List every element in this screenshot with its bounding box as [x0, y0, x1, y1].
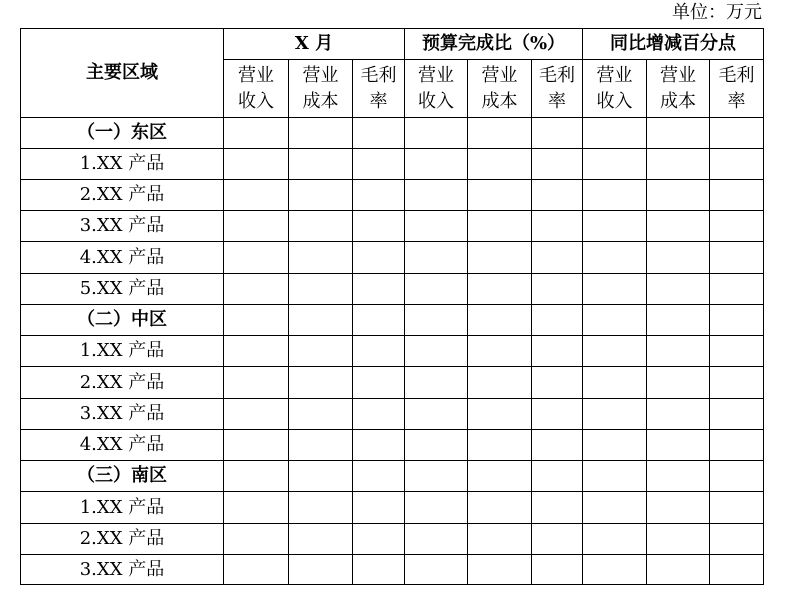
- data-cell[interactable]: [468, 149, 532, 180]
- data-cell[interactable]: [647, 461, 710, 492]
- data-cell[interactable]: [583, 430, 647, 461]
- data-cell[interactable]: [353, 149, 405, 180]
- data-cell[interactable]: [224, 492, 289, 524]
- data-cell[interactable]: [583, 274, 647, 305]
- data-cell[interactable]: [353, 399, 405, 430]
- data-cell[interactable]: [405, 211, 468, 242]
- data-cell[interactable]: [647, 118, 710, 149]
- data-cell[interactable]: [710, 118, 764, 149]
- data-cell[interactable]: [710, 211, 764, 242]
- data-cell[interactable]: [710, 555, 764, 585]
- data-cell[interactable]: [405, 149, 468, 180]
- data-cell[interactable]: [224, 367, 289, 399]
- metric-header-cost: [468, 60, 532, 118]
- data-cell[interactable]: [583, 524, 647, 555]
- metric-header-cost: [289, 60, 353, 118]
- product-row: [21, 524, 764, 555]
- data-cell[interactable]: [289, 336, 353, 367]
- data-cell[interactable]: [289, 461, 353, 492]
- data-cell[interactable]: [647, 555, 710, 585]
- data-cell[interactable]: [532, 524, 583, 555]
- data-cell[interactable]: [289, 274, 353, 305]
- data-cell[interactable]: [647, 399, 710, 430]
- data-cell[interactable]: [353, 118, 405, 149]
- product-label: 1.XX 产品: [21, 149, 224, 180]
- data-cell[interactable]: [532, 242, 583, 274]
- data-cell[interactable]: [353, 242, 405, 274]
- product-label: 1.XX 产品: [21, 492, 224, 524]
- product-label: 5.XX 产品: [21, 274, 224, 305]
- product-label: 3.XX 产品: [21, 211, 224, 242]
- data-cell[interactable]: [405, 180, 468, 211]
- data-cell[interactable]: [583, 242, 647, 274]
- data-cell[interactable]: [647, 336, 710, 367]
- data-cell[interactable]: [405, 305, 468, 336]
- product-label: 4.XX 产品: [21, 430, 224, 461]
- data-cell[interactable]: [583, 149, 647, 180]
- data-cell[interactable]: [647, 305, 710, 336]
- metric-header-line: 收入: [596, 90, 633, 112]
- data-cell[interactable]: [468, 492, 532, 524]
- data-cell[interactable]: [353, 461, 405, 492]
- metric-header-line: 营业: [418, 64, 454, 86]
- data-cell[interactable]: [468, 274, 532, 305]
- data-cell[interactable]: [710, 336, 764, 367]
- product-label: 4.XX 产品: [21, 242, 224, 274]
- product-row: [21, 242, 764, 274]
- data-cell[interactable]: [710, 367, 764, 399]
- data-cell[interactable]: [468, 430, 532, 461]
- data-cell[interactable]: [647, 149, 710, 180]
- data-cell[interactable]: [583, 305, 647, 336]
- data-cell[interactable]: [224, 242, 289, 274]
- metric-header-line: 成本: [302, 90, 339, 112]
- data-cell[interactable]: [224, 524, 289, 555]
- metric-header-line: 成本: [481, 90, 518, 112]
- data-cell[interactable]: [532, 211, 583, 242]
- data-cell[interactable]: [405, 336, 468, 367]
- data-cell[interactable]: [710, 492, 764, 524]
- data-cell[interactable]: [353, 274, 405, 305]
- data-cell[interactable]: [405, 399, 468, 430]
- data-cell[interactable]: [224, 336, 289, 367]
- data-cell[interactable]: [353, 367, 405, 399]
- product-row: [21, 430, 764, 461]
- metric-header-line: 营业: [596, 64, 633, 86]
- data-cell[interactable]: [405, 524, 468, 555]
- data-cell[interactable]: [532, 336, 583, 367]
- data-cell[interactable]: [289, 430, 353, 461]
- data-cell[interactable]: [405, 118, 468, 149]
- data-cell[interactable]: [289, 118, 353, 149]
- metric-header-margin: [710, 60, 764, 118]
- data-cell[interactable]: [353, 492, 405, 524]
- data-cell[interactable]: [468, 555, 532, 585]
- data-cell[interactable]: [289, 399, 353, 430]
- data-cell[interactable]: [583, 399, 647, 430]
- metric-header-line: 率: [548, 90, 566, 112]
- data-cell[interactable]: [224, 274, 289, 305]
- metric-header-line: 收入: [238, 90, 274, 112]
- metric-header-line: 率: [727, 90, 746, 112]
- data-cell[interactable]: [532, 555, 583, 585]
- data-cell[interactable]: [468, 211, 532, 242]
- data-cell[interactable]: [647, 492, 710, 524]
- metric-header-revenue: [583, 60, 647, 118]
- data-cell[interactable]: [405, 274, 468, 305]
- data-cell[interactable]: [532, 430, 583, 461]
- data-cell[interactable]: [647, 524, 710, 555]
- data-cell[interactable]: [710, 399, 764, 430]
- data-cell[interactable]: [710, 242, 764, 274]
- data-cell[interactable]: [647, 242, 710, 274]
- report-table: [20, 28, 764, 585]
- header-row-groups: [21, 29, 764, 60]
- data-cell[interactable]: [532, 461, 583, 492]
- data-cell[interactable]: [710, 461, 764, 492]
- data-cell[interactable]: [224, 555, 289, 585]
- data-cell[interactable]: [353, 524, 405, 555]
- product-label: 2.XX 产品: [21, 180, 224, 211]
- data-cell[interactable]: [647, 367, 710, 399]
- data-cell[interactable]: [289, 524, 353, 555]
- product-row: [21, 492, 764, 524]
- data-cell[interactable]: [468, 367, 532, 399]
- data-cell[interactable]: [405, 492, 468, 524]
- region-label: （一）东区: [21, 118, 224, 149]
- region-row: [21, 461, 764, 492]
- data-cell[interactable]: [710, 149, 764, 180]
- data-cell[interactable]: [405, 555, 468, 585]
- data-cell[interactable]: [468, 242, 532, 274]
- data-cell[interactable]: [532, 180, 583, 211]
- data-cell[interactable]: [224, 118, 289, 149]
- data-cell[interactable]: [710, 430, 764, 461]
- metric-header-line: 毛利: [360, 64, 397, 86]
- metric-header-margin: [353, 60, 405, 118]
- data-cell[interactable]: [647, 430, 710, 461]
- data-cell[interactable]: [289, 180, 353, 211]
- data-cell[interactable]: [468, 305, 532, 336]
- metric-header-line: 率: [369, 90, 388, 112]
- product-label: 2.XX 产品: [21, 367, 224, 399]
- data-cell[interactable]: [289, 555, 353, 585]
- data-cell[interactable]: [647, 211, 710, 242]
- data-cell[interactable]: [405, 367, 468, 399]
- data-cell[interactable]: [224, 180, 289, 211]
- data-cell[interactable]: [289, 242, 353, 274]
- data-cell[interactable]: [710, 524, 764, 555]
- data-cell[interactable]: [353, 211, 405, 242]
- metric-header-line: 营业: [238, 64, 274, 86]
- metric-header-line: 成本: [660, 90, 697, 112]
- data-cell[interactable]: [468, 336, 532, 367]
- data-cell[interactable]: [224, 461, 289, 492]
- data-cell[interactable]: [710, 180, 764, 211]
- data-cell[interactable]: [647, 180, 710, 211]
- data-cell[interactable]: [532, 492, 583, 524]
- data-cell[interactable]: [647, 274, 710, 305]
- product-row: [21, 399, 764, 430]
- data-cell[interactable]: [224, 305, 289, 336]
- data-cell[interactable]: [583, 118, 647, 149]
- data-cell[interactable]: [532, 118, 583, 149]
- region-label: （二）中区: [21, 305, 224, 336]
- data-cell[interactable]: [583, 336, 647, 367]
- product-label: 3.XX 产品: [21, 555, 224, 585]
- data-cell[interactable]: [353, 336, 405, 367]
- product-row: [21, 180, 764, 211]
- data-cell[interactable]: [289, 305, 353, 336]
- data-cell[interactable]: [583, 555, 647, 585]
- data-cell[interactable]: [532, 305, 583, 336]
- product-row: [21, 555, 764, 585]
- metric-header-line: 营业: [660, 64, 697, 86]
- data-cell[interactable]: [224, 430, 289, 461]
- region-label: （三）南区: [21, 461, 224, 492]
- unit-label: 单位：万元: [672, 2, 762, 23]
- metric-header-line: 收入: [418, 90, 454, 112]
- data-cell[interactable]: [583, 492, 647, 524]
- data-cell[interactable]: [532, 149, 583, 180]
- data-cell[interactable]: [405, 430, 468, 461]
- data-cell[interactable]: [710, 274, 764, 305]
- data-cell[interactable]: [468, 180, 532, 211]
- metric-header-line: 营业: [481, 64, 518, 86]
- metric-header-line: 毛利: [539, 64, 575, 86]
- data-cell[interactable]: [405, 461, 468, 492]
- product-row: [21, 367, 764, 399]
- product-row: [21, 274, 764, 305]
- data-cell[interactable]: [353, 305, 405, 336]
- data-cell[interactable]: [468, 118, 532, 149]
- data-cell[interactable]: [468, 399, 532, 430]
- product-label: 1.XX 产品: [21, 336, 224, 367]
- group-header-month: X 月: [224, 29, 405, 60]
- data-cell[interactable]: [353, 180, 405, 211]
- data-cell[interactable]: [289, 367, 353, 399]
- product-row: [21, 149, 764, 180]
- data-cell[interactable]: [405, 242, 468, 274]
- corner-header: 主要区域: [21, 29, 224, 118]
- region-row: [21, 118, 764, 149]
- metric-header-line: 营业: [302, 64, 339, 86]
- data-cell[interactable]: [353, 555, 405, 585]
- data-cell[interactable]: [583, 461, 647, 492]
- product-row: [21, 211, 764, 242]
- metric-header-line: 毛利: [718, 64, 755, 86]
- data-cell[interactable]: [289, 211, 353, 242]
- data-cell[interactable]: [289, 149, 353, 180]
- data-cell[interactable]: [583, 211, 647, 242]
- data-cell[interactable]: [224, 211, 289, 242]
- product-label: 3.XX 产品: [21, 399, 224, 430]
- data-cell[interactable]: [532, 367, 583, 399]
- data-cell[interactable]: [468, 461, 532, 492]
- product-label: 2.XX 产品: [21, 524, 224, 555]
- data-cell[interactable]: [224, 149, 289, 180]
- region-row: [21, 305, 764, 336]
- data-cell[interactable]: [532, 274, 583, 305]
- data-cell[interactable]: [583, 180, 647, 211]
- metric-header-revenue: [405, 60, 468, 118]
- data-cell[interactable]: [532, 399, 583, 430]
- data-cell[interactable]: [224, 399, 289, 430]
- data-cell[interactable]: [468, 524, 532, 555]
- metric-header-revenue: [224, 60, 289, 118]
- data-cell[interactable]: [353, 430, 405, 461]
- product-row: [21, 336, 764, 367]
- group-header-budget: 预算完成比（%）: [405, 29, 583, 60]
- data-cell[interactable]: [289, 492, 353, 524]
- metric-header-margin: [532, 60, 583, 118]
- group-header-yoy: 同比增减百分点: [583, 29, 764, 60]
- data-cell[interactable]: [583, 367, 647, 399]
- metric-header-cost: [647, 60, 710, 118]
- data-cell[interactable]: [710, 305, 764, 336]
